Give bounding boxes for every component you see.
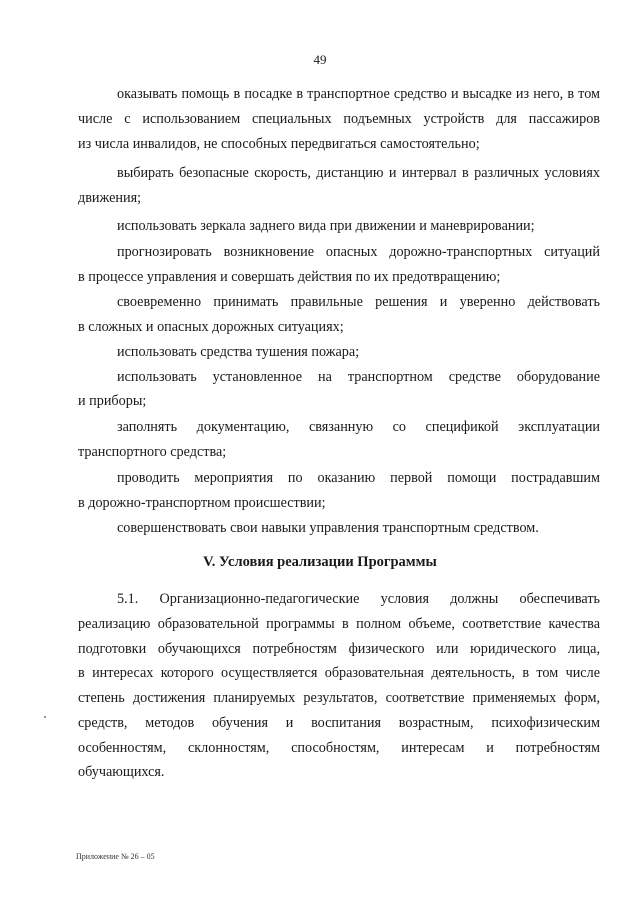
text-line: в сложных и опасных дорожных ситуациях; xyxy=(78,319,344,335)
text-line: и приборы; xyxy=(78,393,147,409)
text-line: обучающихся. xyxy=(78,764,165,780)
text-line: подготовки обучающихся потребностям физического или юридического лица, xyxy=(78,641,600,657)
text-line: использовать зеркала заднего вида при движении и маневрировании; xyxy=(117,218,535,234)
text-line: совершенствовать свои навыки управления транспортным средством. xyxy=(117,520,539,536)
footer-note: Приложение № 26 – 05 xyxy=(76,852,155,861)
text-line: выбирать безопасные скорость, дистанцию и интервал в различных условиях xyxy=(117,165,600,181)
text-line: прогнозировать возникновение опасных дорожно-транспортных ситуаций xyxy=(117,244,600,260)
text-line: в процессе управления и совершать действия по их предотвращению; xyxy=(78,269,501,285)
page-number: 49 xyxy=(313,52,327,67)
section-heading: V. Условия реализации Программы xyxy=(203,554,437,570)
text-line: в интересах которого осуществляется образовательная деятельность, в том числе xyxy=(78,665,600,681)
text-line: транспортного средства; xyxy=(78,444,227,460)
scan-speck xyxy=(44,716,46,718)
text-line: в дорожно-транспортном происшествии; xyxy=(78,495,326,511)
text-line: числе с использованием специальных подъемных устройств для пассажиров xyxy=(78,111,600,127)
text-line: заполнять документацию, связанную со спецификой эксплуатации xyxy=(117,419,600,435)
text-line: своевременно принимать правильные решения и уверенно действовать xyxy=(117,294,600,310)
text-line: степень достижения планируемых результатов, соответствие применяемых форм, xyxy=(78,690,600,706)
text-line: проводить мероприятия по оказанию первой помощи пострадавшим xyxy=(117,470,600,486)
text-line: средств, методов обучения и воспитания возрастным, психофизическим xyxy=(78,715,600,731)
text-line: оказывать помощь в посадке в транспортное средство и высадке из него, в том xyxy=(117,86,600,102)
text-line: использовать средства тушения пожара; xyxy=(117,344,360,360)
text-line: 5.1. Организационно-педагогические условия должны обеспечивать xyxy=(117,591,600,607)
text-line: использовать установленное на транспортном средстве оборудование xyxy=(117,369,600,385)
text-line: особенностям, склонностям, способностям, интересам и потребностям xyxy=(78,740,600,756)
text-line: движения; xyxy=(78,190,142,206)
text-line: реализацию образовательной программы в полном объеме, соответствие качества xyxy=(78,616,600,632)
text-line: из числа инвалидов, не способных передвигаться самостоятельно; xyxy=(78,136,480,152)
